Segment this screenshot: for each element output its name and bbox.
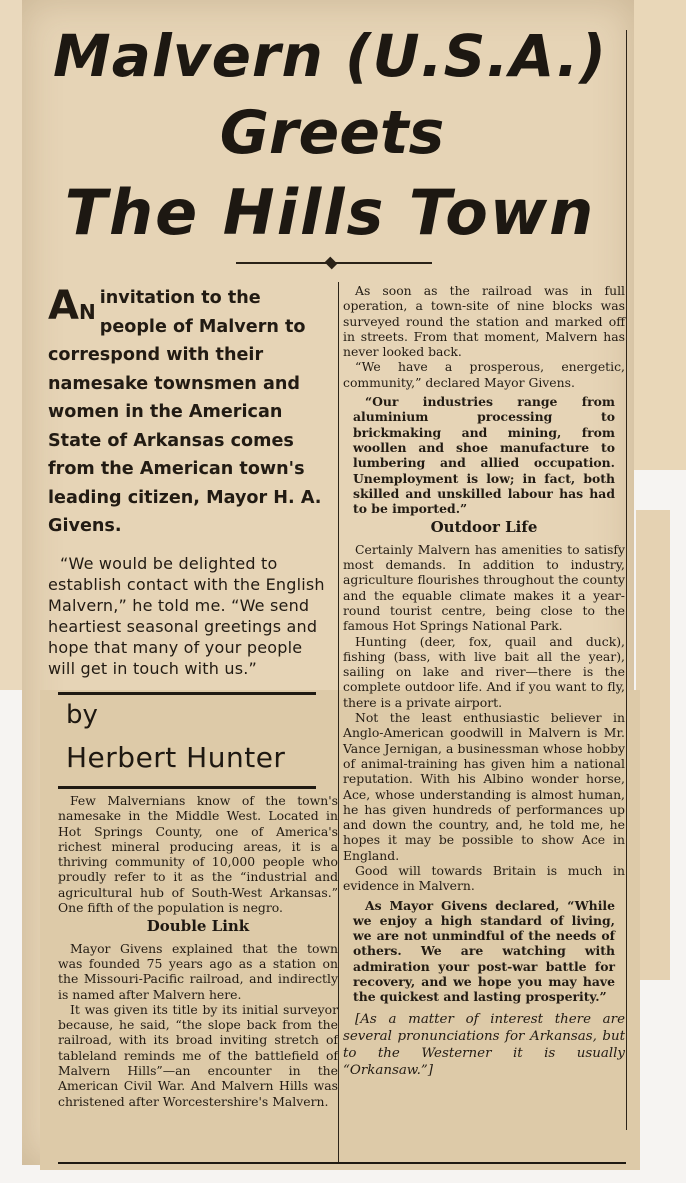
byline-rule-top: [58, 692, 316, 695]
byline-by: by: [66, 700, 98, 730]
subhead-outdoor-life: Outdoor Life: [430, 518, 538, 537]
adjacent-clipping-right: [632, 0, 686, 470]
byline-rule-bottom: [58, 786, 316, 789]
subhead-double-link: Double Link: [146, 917, 250, 936]
footnote: [As a matter of interest there are several pronunciations for Arkansas, but to the Westerner it is usually “Orkansaw.”]: [343, 1011, 625, 1078]
drop-cap: AN: [48, 283, 96, 329]
body-paragraph-bold: As Mayor Givens declared, “While we enjoy a high standard of living, we are not unmindful of the needs of others. We are watching with admiration your post-war battle for recovery, and we hope you may have the quickest and lasting prosperity.”: [353, 897, 615, 1005]
body-paragraph: Certainly Malvern has amenities to satisfy most demands. In addition to industry, agriculture flourishes throughout the county and the equable climate makes it a year-round tourist centre, being close to the famous Hot Springs National Park.: [343, 541, 625, 634]
body-paragraph: Hunting (deer, fox, quail and duck), fishing (bass, with live bait all the year), sailing on lake and river—there is the complete outdoor life. And if you want to fly, there is a private airport.: [343, 633, 625, 710]
body-paragraph: As soon as the railroad was in full operation, a town-site of nine blocks was surveyed round the station and marked off in streets. From that moment, Malvern has never looked back.: [343, 283, 625, 360]
body-paragraph: It was given its title by its initial surveyor because, he said, “the slope back from the railroad, with its broad inviting stretch of tableland reminds me of the battlefield of Malvern Hills”—an encounter in the American Civil War. And Malvern Hills was christened after Worcestershire's Malvern.: [58, 1001, 338, 1109]
body-paragraph: Not the least enthusiastic believer in Anglo-American goodwill in Malvern is Mr. Vance Jernigan, a businessman whose hobby of animal-training has given him a national reputation. With his Albino wonder horse, Ace, whose understanding is almost human, he has given hundreds of performances up and down the country, and, he told me, he hopes it may be possible to show Ace in England.: [343, 710, 625, 863]
bottom-rule: [58, 1162, 626, 1164]
byline-author: Herbert Hunter: [66, 741, 286, 774]
column-2-body: [343, 283, 625, 1079]
adjacent-clipping-right-lower: [636, 510, 670, 980]
body-paragraph-bold: “Our industries range from aluminium processing to brickmaking and mining, from woollen and shoe manufacture to lumbering and allied occupation. Unemployment is low; in fact, both skilled and unskilled labour has had to be imported.”: [353, 394, 615, 517]
body-paragraph: Few Malvernians know of the town's namesake in the Middle West. Located in Hot Springs County, one of America's richest mineral producing areas, it is a thriving community of 10,000 people who proudly refer to it as the “industrial and agricultural hub of South-West Arkansas.” One fifth of the population is negro.: [58, 793, 338, 916]
headline-line-2: Greets: [219, 98, 445, 168]
headline-ornament-rule: [236, 262, 432, 264]
body-paragraph: Mayor Givens explained that the town was founded 75 years ago as a station on the Missouri-Pacific railroad, and indirectly is named after Malvern here.: [58, 940, 338, 1002]
headline-line-1: Malvern (U.S.A.): [53, 22, 607, 90]
lead-column: [48, 284, 332, 679]
headline-line-3: The Hills Town: [64, 176, 596, 249]
right-edge-rule: [626, 30, 627, 1130]
quote-paragraph: “We would be delighted to establish contact with the English Malvern,” he told me. “We send heartiest seasonal greetings and hope that many of your people will get in touch with us.”: [48, 553, 325, 678]
body-paragraph: Good will towards Britain is much in evidence in Malvern.: [343, 862, 625, 894]
column-1-body: [58, 793, 338, 1109]
body-paragraph: “We have a prosperous, energetic, community,” declared Mayor Givens.: [343, 359, 625, 390]
lead-paragraph: AN invitation to the people of Malvern to correspond with their namesake townsmen and women in the American State of Arkansas comes from the American town's leading citizen, Mayor H. A. Givens.: [48, 283, 322, 536]
column-divider: [338, 282, 339, 1162]
